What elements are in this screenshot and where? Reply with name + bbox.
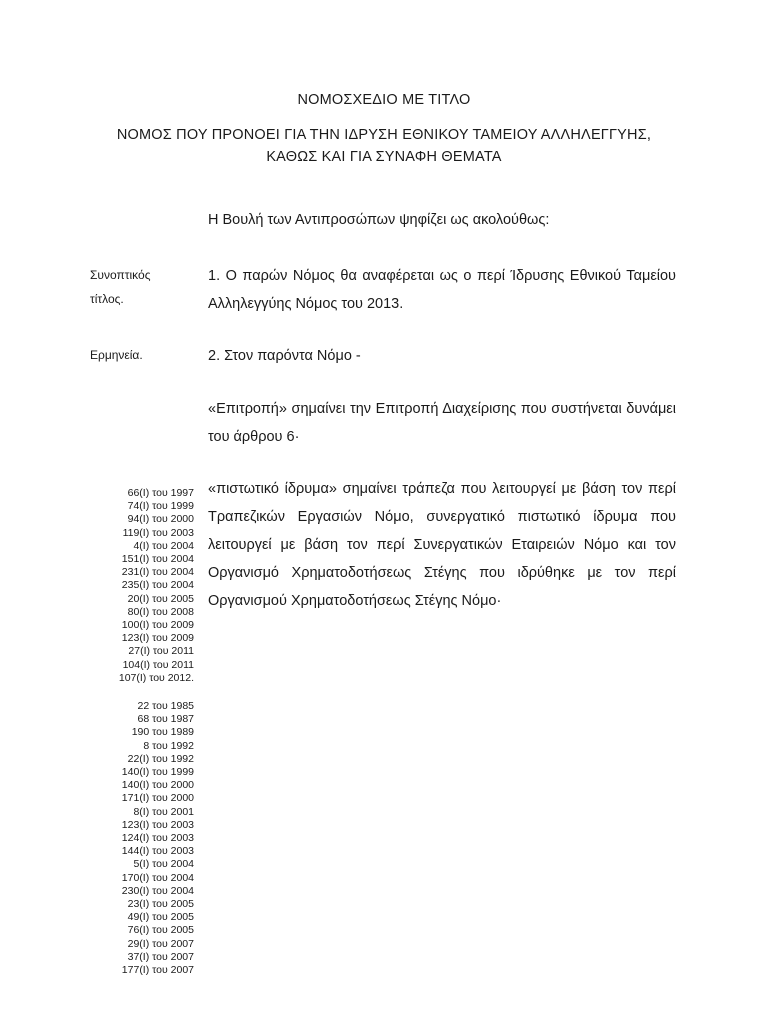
reference-item: 123(I) του 2003 [121,818,194,831]
margin-note-line: Συνοπτικός [90,268,151,282]
reference-item: 4(I) του 2004 [133,539,194,552]
reference-item: 140(I) του 2000 [121,779,194,792]
bill-title-line-2: ΚΑΘΩΣ ΚΑΙ ΓΙΑ ΣΥΝΑΦΗ ΘΕΜΑΤΑ [266,149,502,165]
reference-item: 171(I) του 2000 [121,792,194,805]
reference-item: 151(I) του 2004 [121,553,194,566]
reference-item: 20(I) του 2005 [127,592,194,605]
reference-item: 177(I) του 2007 [121,964,194,977]
reference-item: 22(I) του 1992 [127,752,194,765]
margin-note-line: τίτλος. [90,292,124,306]
reference-item: 8 του 1992 [143,739,194,752]
reference-item: 230(I) του 2004 [121,884,194,897]
bill-title-line-1: ΝΟΜΟΣ ΠΟΥ ΠΡΟΝΟΕΙ ΓΙΑ ΤΗΝ ΙΔΡΥΣΗ ΕΘΝΙΚΟΥ ΤΑΜΕΙΟΥ ΑΛΛΗΛΕΓΓΥΗΣ, [116,127,652,143]
document-title: ΝΟΜΟΣΧΕΔΙΟ ΜΕ ΤΙΤΛΟ [297,92,471,108]
reference-item: 27(I) του 2011 [128,645,194,658]
margin-note-interpretation: Ερμηνεία. [90,348,143,362]
reference-item: 124(I) του 2003 [121,832,194,845]
reference-item: 68 του 1987 [137,713,194,726]
reference-item: 22 του 1985 [137,700,194,712]
definition-committee: «Επιτροπή» σημαίνει την Επιτροπή Διαχείρισης που συστήνεται δυνάμει του άρθρου 6· [208,401,676,445]
reference-item: 119(I) του 2003 [122,526,194,539]
reference-item: 94(I) του 2000 [127,513,194,526]
reference-item: 144(I) του 2003 [121,845,194,858]
reference-item: 5(I) του 2004 [133,858,194,871]
reference-item: 190 του 1989 [131,726,194,739]
reference-item: 76(I) του 2005 [127,924,194,937]
reference-item: 49(I) του 2005 [127,911,194,924]
reference-item: 8(I) του 2001 [133,805,194,818]
section-1-text: 1. Ο παρών Νόμος θα αναφέρεται ως ο περί Ίδρυσης Εθνικού Ταμείου Αλληλεγγύης Νόμος του 2013. [208,268,676,312]
reference-item: 170(I) του 2004 [121,871,194,884]
reference-item: 66(I) του 1997 [127,487,194,499]
reference-item: 231(I) του 2004 [121,566,194,579]
reference-item: 235(I) του 2004 [121,579,194,592]
reference-item: 140(I) του 1999 [121,766,194,779]
bill-title [0,124,768,168]
reference-item: 123(I) του 2009 [121,632,194,645]
references-list-banking-laws [119,487,194,685]
reference-item: 29(I) του 2007 [127,937,194,950]
reference-item: 74(I) του 1999 [127,500,194,513]
enacting-clause: Η Βουλή των Αντιπροσώπων ψηφίζει ως ακολούθως: [208,212,550,228]
reference-item: 23(I) του 2005 [127,898,194,911]
reference-item: 100(I) του 2009 [121,619,194,632]
reference-item: 107(I) του 2012. [118,671,194,684]
reference-item: 104(I) του 2011 [122,658,194,671]
reference-item: 37(I) του 2007 [127,950,194,963]
references-list-cooperative-laws [122,700,194,977]
definition-credit-institution: «πιστωτικό ίδρυμα» σημαίνει τράπεζα που λειτουργεί με βάση τον περί Τραπεζικών Εργασιών Νόμο, συνεργατικό πιστωτικό ίδρυμα που λειτουργεί με βάση τον περί Συνεργατικών Εταιρειών Νόμο και τον Οργανισμό Χρηματοδοτήσεως Στέγης που ιδρύθηκε με τον περί Οργανισμού Χρηματοδοτήσεως Στέγης Νόμο· [208,481,676,609]
section-2-text: 2. Στον παρόντα Νόμο - [208,348,361,364]
reference-item: 80(I) του 2008 [127,605,194,618]
margin-note-short-title [90,263,150,311]
